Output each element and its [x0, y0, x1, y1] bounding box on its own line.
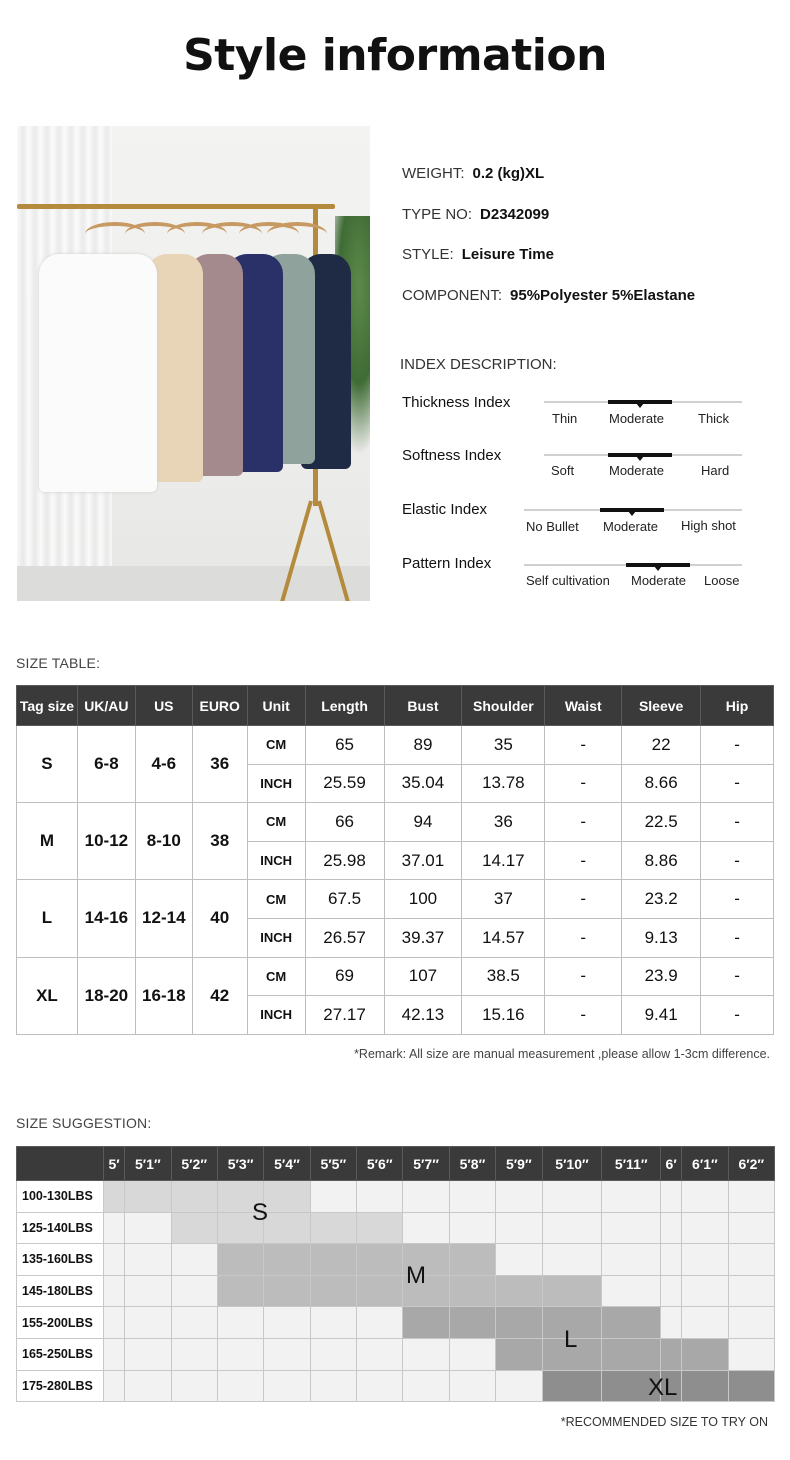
suggestion-cell	[357, 1338, 403, 1370]
suggestion-cell	[449, 1181, 495, 1213]
pattern-arrow-icon	[654, 566, 662, 571]
page-title: Style information	[183, 30, 607, 81]
euro-cell: 42	[192, 957, 247, 1034]
measure-cell: 37	[462, 880, 545, 919]
measure-cell: -	[701, 918, 774, 957]
tag-size-cell: S	[17, 726, 78, 803]
measure-cell: -	[701, 841, 774, 880]
col-header-us: US	[135, 686, 192, 726]
suggestion-cell	[217, 1244, 263, 1276]
uk-au-cell: 10-12	[77, 803, 135, 880]
suggestion-cell	[449, 1307, 495, 1339]
suggestion-cell	[125, 1212, 171, 1244]
weight-label: 125-140LBS	[17, 1212, 104, 1244]
suggestion-cell	[403, 1307, 449, 1339]
suggestion-cell	[403, 1338, 449, 1370]
measure-cell: -	[701, 803, 774, 842]
suggestion-cell	[310, 1338, 356, 1370]
height-header: 5′10″	[542, 1147, 602, 1181]
thickness-option-2: Moderate	[609, 411, 664, 426]
suggestion-cell	[403, 1212, 449, 1244]
style-row	[402, 246, 554, 263]
floor	[17, 566, 370, 601]
suggestion-cell	[104, 1275, 125, 1307]
softness-index-label: Softness Index	[402, 447, 502, 464]
elastic-arrow-icon	[628, 511, 636, 516]
elastic-index-label: Elastic Index	[402, 501, 488, 518]
suggestion-cell	[171, 1244, 217, 1276]
suggestion-corner-cell	[17, 1147, 104, 1181]
col-header-tag-size: Tag size	[17, 686, 78, 726]
size-row-cm	[17, 957, 774, 996]
height-header: 6′2″	[728, 1147, 774, 1181]
us-cell: 16-18	[135, 957, 192, 1034]
suggestion-cell	[682, 1275, 728, 1307]
suggestion-cell	[310, 1370, 356, 1402]
suggestion-cell	[171, 1307, 217, 1339]
measure-cell: 100	[384, 880, 462, 919]
height-header: 5′6″	[357, 1147, 403, 1181]
size-table	[16, 685, 774, 1035]
size-suggestion-label: SIZE SUGGESTION:	[16, 1115, 152, 1131]
hanger	[267, 222, 327, 246]
measure-cell: -	[545, 918, 622, 957]
suggestion-cell	[264, 1244, 310, 1276]
tag-size-cell: XL	[17, 957, 78, 1034]
clothing-rail	[17, 204, 335, 209]
height-header: 5′9″	[496, 1147, 542, 1181]
measure-cell: 67.5	[305, 880, 384, 919]
suggestion-cell	[449, 1212, 495, 1244]
suggestion-cell	[602, 1244, 661, 1276]
measure-cell: 69	[305, 957, 384, 996]
suggestion-cell	[171, 1370, 217, 1402]
unit-cell: CM	[247, 726, 305, 765]
unit-cell: CM	[247, 880, 305, 919]
zone-label-xl: XL	[648, 1374, 678, 1401]
thickness-option-1: Thin	[552, 411, 578, 426]
suggestion-cell	[403, 1370, 449, 1402]
measure-cell: 25.98	[305, 841, 384, 880]
suggestion-cell	[542, 1275, 602, 1307]
height-header: 5′3″	[217, 1147, 263, 1181]
suggestion-cell	[217, 1338, 263, 1370]
unit-cell: INCH	[247, 841, 305, 880]
suggestion-cell	[661, 1212, 682, 1244]
measure-cell: 23.9	[622, 957, 701, 996]
pattern-index-label: Pattern Index	[402, 555, 492, 572]
component-value: 95%Polyester 5%Elastane	[510, 287, 696, 304]
suggestion-cell	[125, 1244, 171, 1276]
weight-value: 0.2 (kg)XL	[472, 165, 545, 182]
unit-cell: CM	[247, 957, 305, 996]
zone-label-l: L	[564, 1326, 578, 1353]
measure-cell: 9.41	[622, 996, 701, 1035]
suggestion-cell	[264, 1338, 310, 1370]
euro-cell: 38	[192, 803, 247, 880]
suggestion-cell	[542, 1212, 602, 1244]
suggestion-cell	[496, 1181, 542, 1213]
suggestion-cell	[682, 1338, 728, 1370]
suggestion-cell	[357, 1275, 403, 1307]
tag-size-cell: M	[17, 803, 78, 880]
suggestion-cell	[661, 1181, 682, 1213]
unit-cell: INCH	[247, 996, 305, 1035]
height-header: 5′2″	[171, 1147, 217, 1181]
unit-cell: INCH	[247, 918, 305, 957]
height-header: 5′4″	[264, 1147, 310, 1181]
weight-label: 175-280LBS	[17, 1370, 104, 1402]
col-header-length: Length	[305, 686, 384, 726]
suggestion-cell	[125, 1370, 171, 1402]
suggestion-cell	[171, 1338, 217, 1370]
measure-cell: -	[545, 996, 622, 1035]
suggestion-cell	[217, 1275, 263, 1307]
size-table-header-row	[17, 686, 774, 726]
suggestion-cell	[357, 1181, 403, 1213]
suggestion-cell	[602, 1212, 661, 1244]
unit-cell: CM	[247, 803, 305, 842]
unit-cell: INCH	[247, 764, 305, 803]
size-row-cm	[17, 726, 774, 765]
suggestion-cell	[104, 1307, 125, 1339]
suggestion-cell	[357, 1244, 403, 1276]
measure-cell: 26.57	[305, 918, 384, 957]
suggestion-cell	[357, 1307, 403, 1339]
pattern-option-2: Moderate	[631, 573, 686, 588]
elastic-option-1: No Bullet	[526, 519, 579, 534]
suggestion-cell	[682, 1212, 728, 1244]
suggestion-cell	[682, 1307, 728, 1339]
suggestion-cell	[602, 1338, 661, 1370]
thickness-arrow-icon	[636, 403, 644, 408]
size-suggestion-table	[16, 1146, 775, 1402]
measure-cell: 14.17	[462, 841, 545, 880]
suggestion-cell	[125, 1181, 171, 1213]
measure-cell: -	[545, 880, 622, 919]
measure-cell: 94	[384, 803, 462, 842]
us-cell: 4-6	[135, 726, 192, 803]
type-value: D2342099	[480, 206, 550, 223]
measure-cell: -	[545, 803, 622, 842]
suggestion-row	[17, 1275, 775, 1307]
suggestion-cell	[264, 1181, 310, 1213]
height-header: 5′5″	[310, 1147, 356, 1181]
suggestion-row	[17, 1307, 775, 1339]
suggestion-row	[17, 1212, 775, 1244]
suggestion-cell	[104, 1181, 125, 1213]
zone-label-s: S	[252, 1199, 269, 1226]
suggestion-row	[17, 1338, 775, 1370]
height-header: 5′7″	[403, 1147, 449, 1181]
suggestion-cell	[403, 1181, 449, 1213]
style-value: Leisure Time	[461, 246, 554, 263]
measure-cell: 35.04	[384, 764, 462, 803]
measure-cell: -	[701, 996, 774, 1035]
suggestion-cell	[310, 1275, 356, 1307]
measure-cell: 9.13	[622, 918, 701, 957]
suggestion-cell	[357, 1370, 403, 1402]
measure-cell: 8.86	[622, 841, 701, 880]
pattern-option-3: Loose	[704, 573, 740, 588]
measure-cell: -	[545, 726, 622, 765]
suggestion-cell	[357, 1212, 403, 1244]
measure-cell: 66	[305, 803, 384, 842]
height-header: 5′	[104, 1147, 125, 1181]
suggestion-cell	[171, 1212, 217, 1244]
measure-cell: 13.78	[462, 764, 545, 803]
euro-cell: 40	[192, 880, 247, 957]
weight-label: 165-250LBS	[17, 1338, 104, 1370]
suggestion-cell	[661, 1338, 682, 1370]
elastic-option-3: High shot	[681, 518, 736, 533]
col-header-shoulder: Shoulder	[462, 686, 545, 726]
suggestion-cell	[542, 1244, 602, 1276]
suggestion-cell	[496, 1307, 542, 1339]
euro-cell: 36	[192, 726, 247, 803]
measure-cell: 37.01	[384, 841, 462, 880]
weight-label: 145-180LBS	[17, 1275, 104, 1307]
softness-option-2: Moderate	[609, 463, 664, 478]
style-label: STYLE:	[402, 246, 454, 263]
suggestion-cell	[104, 1244, 125, 1276]
suggestion-cell	[728, 1307, 774, 1339]
measure-cell: 35	[462, 726, 545, 765]
col-header-uk-au: UK/AU	[77, 686, 135, 726]
suggestion-cell	[217, 1307, 263, 1339]
suggestion-cell	[310, 1307, 356, 1339]
pattern-option-1: Self cultivation	[526, 573, 610, 588]
measure-cell: 65	[305, 726, 384, 765]
weight-label: 135-160LBS	[17, 1244, 104, 1276]
suggestion-cell	[496, 1212, 542, 1244]
suggestion-cell	[125, 1307, 171, 1339]
weight-label: WEIGHT:	[402, 165, 465, 182]
suggestion-cell	[661, 1244, 682, 1276]
height-header: 5′11″	[602, 1147, 661, 1181]
suggestion-cell	[104, 1370, 125, 1402]
measure-cell: 27.17	[305, 996, 384, 1035]
height-header: 5′8″	[449, 1147, 495, 1181]
measure-cell: -	[545, 764, 622, 803]
us-cell: 12-14	[135, 880, 192, 957]
suggestion-cell	[728, 1212, 774, 1244]
height-header: 5′1″	[125, 1147, 171, 1181]
suggestion-cell	[728, 1244, 774, 1276]
suggestion-cell	[310, 1212, 356, 1244]
suggestion-cell	[171, 1275, 217, 1307]
col-header-unit: Unit	[247, 686, 305, 726]
dress-white	[39, 254, 157, 492]
suggestion-cell	[661, 1307, 682, 1339]
suggestion-cell	[217, 1370, 263, 1402]
col-header-hip: Hip	[701, 686, 774, 726]
suggestion-cell	[125, 1275, 171, 1307]
us-cell: 8-10	[135, 803, 192, 880]
suggestion-cell	[264, 1307, 310, 1339]
suggestion-cell	[449, 1370, 495, 1402]
suggestion-cell	[728, 1370, 774, 1402]
suggestion-cell	[602, 1275, 661, 1307]
suggestion-cell	[264, 1275, 310, 1307]
measure-cell: -	[701, 764, 774, 803]
elastic-option-2: Moderate	[603, 519, 658, 534]
col-header-waist: Waist	[545, 686, 622, 726]
suggestion-cell	[264, 1370, 310, 1402]
suggestion-cell	[682, 1181, 728, 1213]
measure-cell: -	[701, 880, 774, 919]
suggestion-cell	[496, 1338, 542, 1370]
measure-cell: -	[545, 957, 622, 996]
suggestion-cell	[602, 1307, 661, 1339]
uk-au-cell: 18-20	[77, 957, 135, 1034]
col-header-sleeve: Sleeve	[622, 686, 701, 726]
measure-cell: 14.57	[462, 918, 545, 957]
thickness-option-3: Thick	[698, 411, 730, 426]
softness-option-3: Hard	[701, 463, 730, 478]
measure-cell: -	[545, 841, 622, 880]
size-row-cm	[17, 880, 774, 919]
softness-arrow-icon	[636, 456, 644, 461]
suggestion-cell	[449, 1338, 495, 1370]
measure-cell: 15.16	[462, 996, 545, 1035]
measure-cell: 107	[384, 957, 462, 996]
thickness-index-label: Thickness Index	[402, 394, 511, 411]
suggestion-cell	[661, 1275, 682, 1307]
measure-cell: 39.37	[384, 918, 462, 957]
suggestion-cell	[728, 1275, 774, 1307]
suggestion-cell	[125, 1338, 171, 1370]
col-header-bust: Bust	[384, 686, 462, 726]
suggestion-cell	[449, 1244, 495, 1276]
size-remark: *Remark: All size are manual measurement ,please allow 1-3cm difference.	[354, 1047, 770, 1061]
suggestion-cell	[310, 1244, 356, 1276]
measure-cell: 22	[622, 726, 701, 765]
suggestion-row	[17, 1244, 775, 1276]
measure-cell: -	[701, 726, 774, 765]
suggestion-cell	[728, 1181, 774, 1213]
measure-cell: 36	[462, 803, 545, 842]
suggestion-cell	[171, 1181, 217, 1213]
product-photo	[17, 126, 370, 601]
size-row-cm	[17, 803, 774, 842]
suggestion-cell	[728, 1338, 774, 1370]
suggestion-header-row	[17, 1147, 775, 1181]
weight-row	[402, 165, 544, 182]
measure-cell: 25.59	[305, 764, 384, 803]
type-row	[402, 206, 549, 223]
type-label: TYPE NO:	[402, 206, 473, 223]
suggestion-row	[17, 1181, 775, 1213]
suggestion-cell	[104, 1338, 125, 1370]
zone-label-m: M	[406, 1262, 426, 1289]
tag-size-cell: L	[17, 880, 78, 957]
size-table-label: SIZE TABLE:	[16, 655, 101, 671]
col-header-euro: EURO	[192, 686, 247, 726]
suggestion-cell	[104, 1212, 125, 1244]
height-header: 6′1″	[682, 1147, 728, 1181]
measure-cell: 22.5	[622, 803, 701, 842]
recommend-note: *RECOMMENDED SIZE TO TRY ON	[560, 1415, 768, 1429]
suggestion-cell	[449, 1275, 495, 1307]
suggestion-cell	[602, 1181, 661, 1213]
measure-cell: 42.13	[384, 996, 462, 1035]
suggestion-cell	[542, 1181, 602, 1213]
uk-au-cell: 14-16	[77, 880, 135, 957]
index-description-title: INDEX DESCRIPTION:	[400, 356, 557, 373]
softness-option-1: Soft	[551, 463, 575, 478]
suggestion-cell	[310, 1181, 356, 1213]
suggestion-cell	[496, 1244, 542, 1276]
component-label: COMPONENT:	[402, 287, 503, 304]
suggestion-cell	[682, 1244, 728, 1276]
suggestion-cell	[542, 1370, 602, 1402]
suggestion-cell	[496, 1370, 542, 1402]
measure-cell: 23.2	[622, 880, 701, 919]
suggestion-cell	[496, 1275, 542, 1307]
weight-label: 100-130LBS	[17, 1181, 104, 1213]
weight-label: 155-200LBS	[17, 1307, 104, 1339]
height-header: 6′	[661, 1147, 682, 1181]
measure-cell: 89	[384, 726, 462, 765]
component-row	[402, 287, 695, 304]
measure-cell: 8.66	[622, 764, 701, 803]
suggestion-cell	[264, 1212, 310, 1244]
suggestion-cell	[682, 1370, 728, 1402]
measure-cell: -	[701, 957, 774, 996]
measure-cell: 38.5	[462, 957, 545, 996]
uk-au-cell: 6-8	[77, 726, 135, 803]
